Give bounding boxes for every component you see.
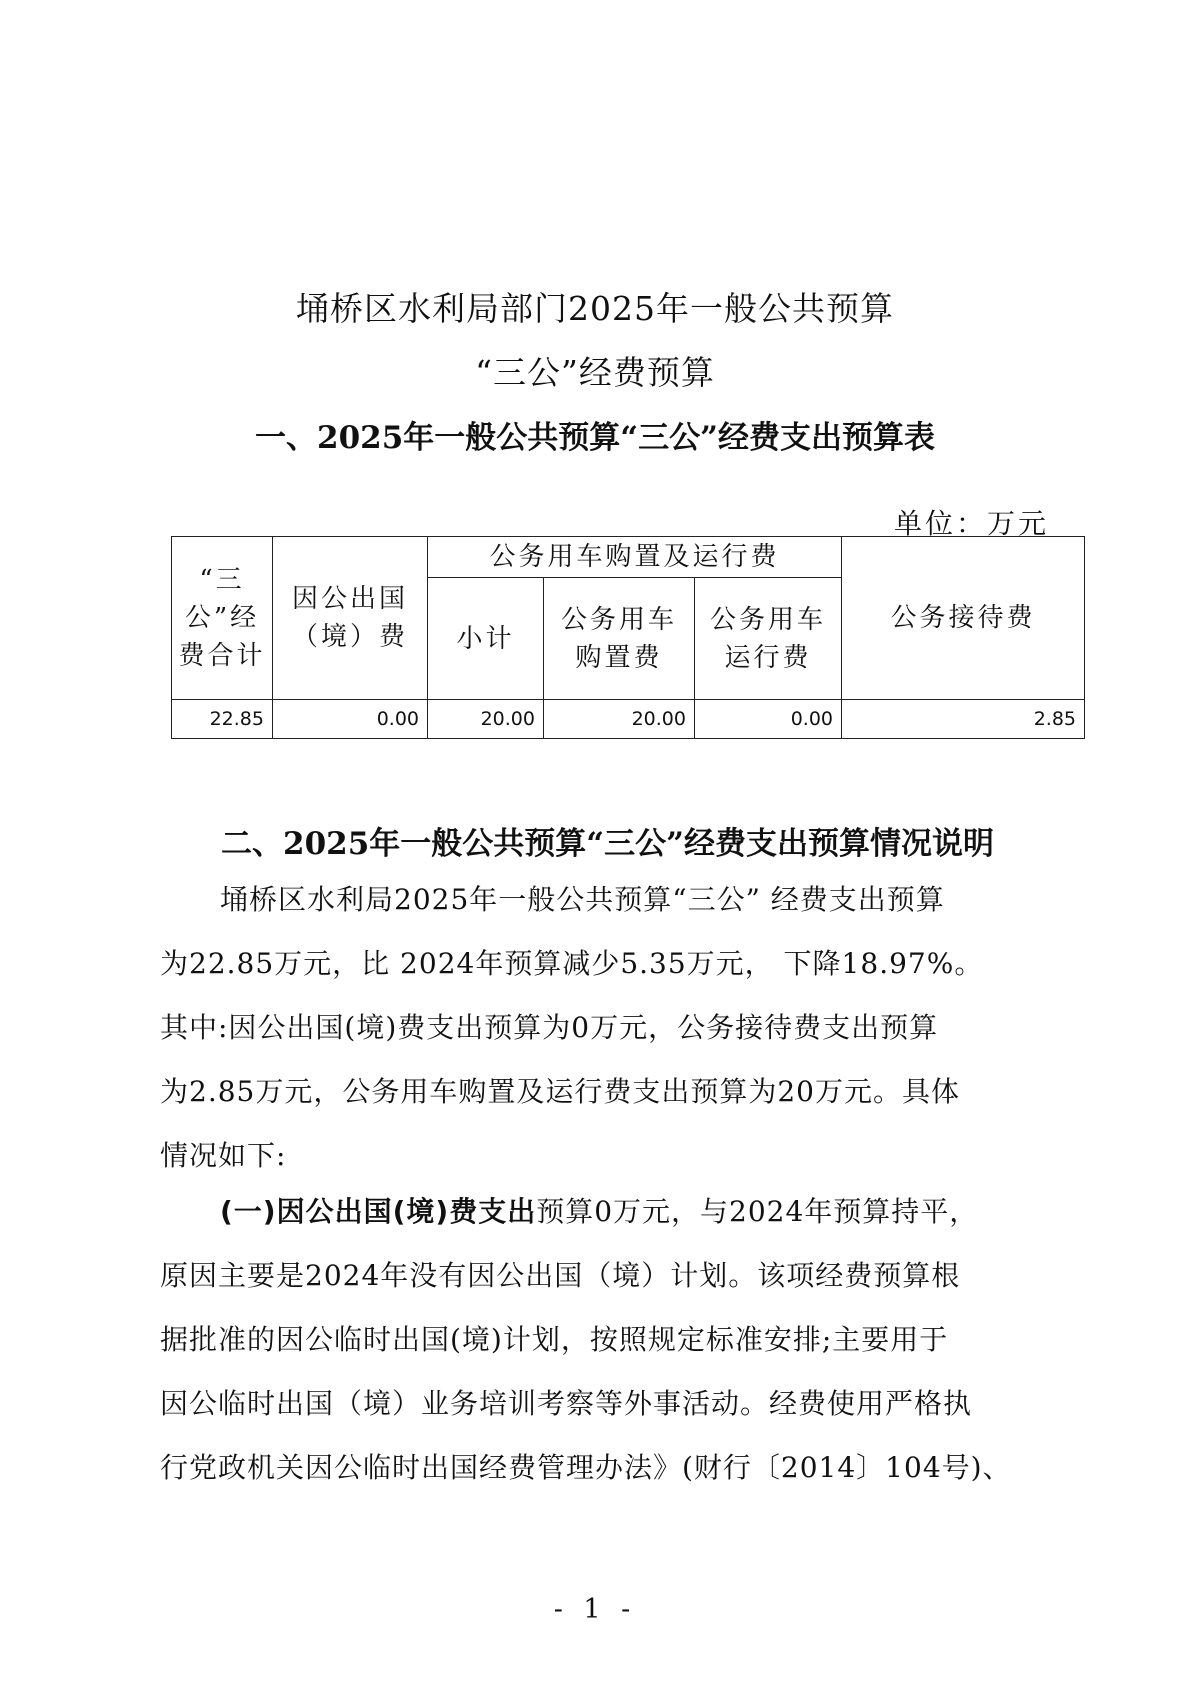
paragraph-summary	[160, 868, 1040, 1188]
paragraph-line: 情况如下:	[160, 1139, 287, 1172]
paragraph-line: 据批准的因公临时出国(境)计划，按照规定标准安排;主要用于	[160, 1323, 949, 1356]
value-abroad: 0.00	[273, 700, 428, 739]
header-reception: 公务接待费	[842, 537, 1085, 700]
header-vehicle-group: 公务用车购置及运行费	[428, 537, 842, 578]
paragraph-line: 原因主要是2024年没有因公出国（境）计划。该项经费预算根	[160, 1259, 961, 1292]
paragraph-line: 行党政机关因公临时出国经费管理办法》(财行〔2014〕104号)、	[160, 1451, 1012, 1484]
header-abroad: 因公出国（境）费	[273, 537, 428, 700]
paragraph-line-text: 预算0万元，与2024年预算持平，	[536, 1195, 979, 1228]
value-subtotal: 20.00	[428, 700, 544, 739]
paragraph-line: 为2.85万元，公务用车购置及运行费支出预算为20万元。具体	[160, 1075, 960, 1108]
header-subtotal: 小计	[428, 578, 544, 700]
value-purchase: 20.00	[544, 700, 695, 739]
paragraph-lead: (一)因公出国(境)费支出	[220, 1195, 537, 1228]
budget-table	[171, 536, 1085, 739]
header-purchase: 公务用车购置费	[544, 578, 695, 700]
unit-label: 单位：万元	[893, 507, 1049, 540]
paragraph-line: 因公临时出国（境）业务培训考察等外事活动。经费使用严格执	[160, 1387, 973, 1420]
paragraph-line	[160, 1180, 1040, 1244]
page-number: - 1 -	[553, 1594, 637, 1625]
value-reception: 2.85	[842, 700, 1085, 739]
paragraph-line: 其中:因公出国(境)费支出预算为0万元，公务接待费支出预算	[160, 1011, 939, 1044]
section2-title: 二、2025年一般公共预算“三公”经费支出预算情况说明	[221, 826, 994, 862]
header-operation: 公务用车运行费	[695, 578, 842, 700]
document-title-line1: 埇桥区水利局部门2025年一般公共预算	[296, 289, 894, 328]
value-total: 22.85	[172, 700, 273, 739]
value-operation: 0.00	[695, 700, 842, 739]
table-header-row	[172, 537, 1085, 578]
paragraph-line: 为22.85万元，比 2024年预算减少5.35万元， 下降18.97%。	[160, 947, 984, 980]
section1-title: 一、2025年一般公共预算“三公”经费支出预算表	[255, 420, 935, 456]
header-total: “三公”经费合计	[172, 537, 273, 700]
paragraph-line: 埇桥区水利局2025年一般公共预算“三公” 经费支出预算	[220, 883, 945, 916]
table-row	[172, 700, 1085, 739]
paragraph-abroad	[160, 1180, 1040, 1500]
document-title-line2: “三公”经费预算	[475, 353, 715, 392]
